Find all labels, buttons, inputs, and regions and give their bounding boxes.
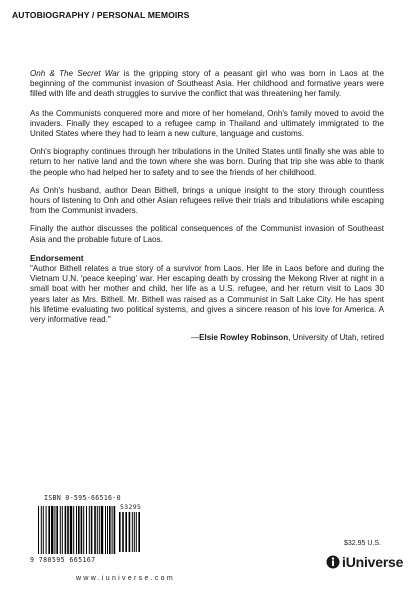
price-label: $32.95 U.S. (344, 540, 381, 547)
barcode-bar (65, 506, 67, 554)
barcode-addon-bar (122, 512, 124, 552)
barcode-addon-bar (119, 512, 121, 552)
isbn-number: ISBN 0-595-66516-0 (44, 494, 121, 502)
paragraph-politics: Finally the author discusses the political consequences of the Communist invasion of Southeast Asia and the probable future of Laos. (30, 224, 384, 244)
barcode-main-bars (38, 506, 115, 554)
barcode-addon-bar (138, 512, 140, 552)
barcode-bar (91, 506, 93, 554)
barcode-bar (54, 506, 55, 554)
barcode-bar (81, 506, 83, 554)
barcode-bar (51, 506, 53, 554)
barcode-bars (30, 502, 142, 558)
barcode-bar (41, 506, 42, 554)
endorser-name: Elsie Rowley Robinson (199, 333, 289, 343)
barcode-bar (94, 506, 96, 554)
barcode-addon-bar (134, 512, 135, 552)
endorsement-heading: Endorsement (30, 252, 84, 263)
barcode-bar (89, 506, 90, 554)
back-cover-description (30, 69, 384, 351)
barcode-bar (38, 506, 39, 554)
barcode-bar (60, 506, 61, 554)
attribution-dash: — (191, 333, 200, 343)
barcode-bar (99, 506, 100, 554)
barcode-bar (56, 506, 58, 554)
publisher-logo (326, 554, 403, 570)
paragraph-escape: As the Communists conquered more and more of her homeland, Onh's family moved to avoid the invaders. Finally they escaped to a refugee camp in Thailand and ultimately immigrated to the United States where they had to learn a new culture, language and customs. (30, 108, 384, 139)
barcode-bar (48, 506, 50, 554)
paragraph-intro (30, 69, 384, 100)
barcode-addon-bars (119, 512, 140, 552)
iuniverse-logo-icon (326, 555, 340, 569)
isbn-barcode (30, 494, 142, 566)
barcode-bar (97, 506, 98, 554)
publisher-name: iUniverse (342, 554, 404, 570)
barcode-bar (73, 506, 74, 554)
barcode-bar (76, 506, 77, 554)
barcode-bar (107, 506, 108, 554)
barcode-bar (86, 506, 87, 554)
barcode-bar (62, 506, 63, 554)
barcode-bar (112, 506, 113, 554)
publisher-website: www.iuniverse.com (76, 575, 176, 582)
barcode-bar (114, 506, 116, 554)
barcode-bar (101, 506, 103, 554)
barcode-bar (43, 506, 44, 554)
endorser-affiliation: , University of Utah, retired (288, 333, 384, 343)
barcode-addon-bar (129, 512, 131, 552)
paragraph-author: As Onh's husband, author Dean Bithell, brings a unique insight to the story through countless hours of listening to Onh and other Asian refugees relive their trials and tribulations while escaping from the Communist invaders. (30, 185, 384, 216)
paragraph-return: Onh's biography continues through her tribulations in the United States until finally she was able to return to her native land and the town where she was born. During that trip she was able to thank the people who had helped her to safety and to see the friends of her childhood. (30, 147, 384, 177)
endorsement-quote: "Author Bithell relates a true story of a survivor from Laos. Her life in Laos before and during the Vietnam U.N. 'peace keeping' war. Her escaping death by crossing the Mekong River at night in a small boat with her mother and child, her life as a U.S. refugee, and her return visit to Laos 30 years later as Mrs. Bithell. Mr. Bithell was raised as a Communist in Salt Lake City. He has spent his lifetime evaluating two political systems, and gives a sincere reason of his love for America. A very informative read." (30, 264, 384, 325)
barcode-bar (70, 506, 72, 554)
barcode-addon-bar (132, 512, 133, 552)
barcode-addon-bar (136, 512, 137, 552)
barcode-bar (83, 506, 84, 554)
category-label: AUTOBIOGRAPHY / PERSONAL MEMOIRS (12, 10, 190, 20)
endorsement-attribution (30, 333, 384, 343)
barcode-bar (67, 506, 69, 554)
barcode-addon-bar (125, 512, 127, 552)
barcode-bar (105, 506, 106, 554)
barcode-bar (78, 506, 80, 554)
book-title: Onh & The Secret War (30, 69, 120, 78)
price-code-digits: 53295 (120, 503, 142, 511)
paragraph-intro-text: is the gripping story of a peasant girl who was born in Laos at the beginning of the communist invasion of Southeast Asia. Her childhood and formative years were filled with life and death struggles to survive the conflict that was threatening her family. (30, 69, 384, 99)
barcode-bar (46, 506, 47, 554)
barcode-digits: 9 780595 665167 (30, 556, 96, 564)
barcode-bar (109, 506, 111, 554)
